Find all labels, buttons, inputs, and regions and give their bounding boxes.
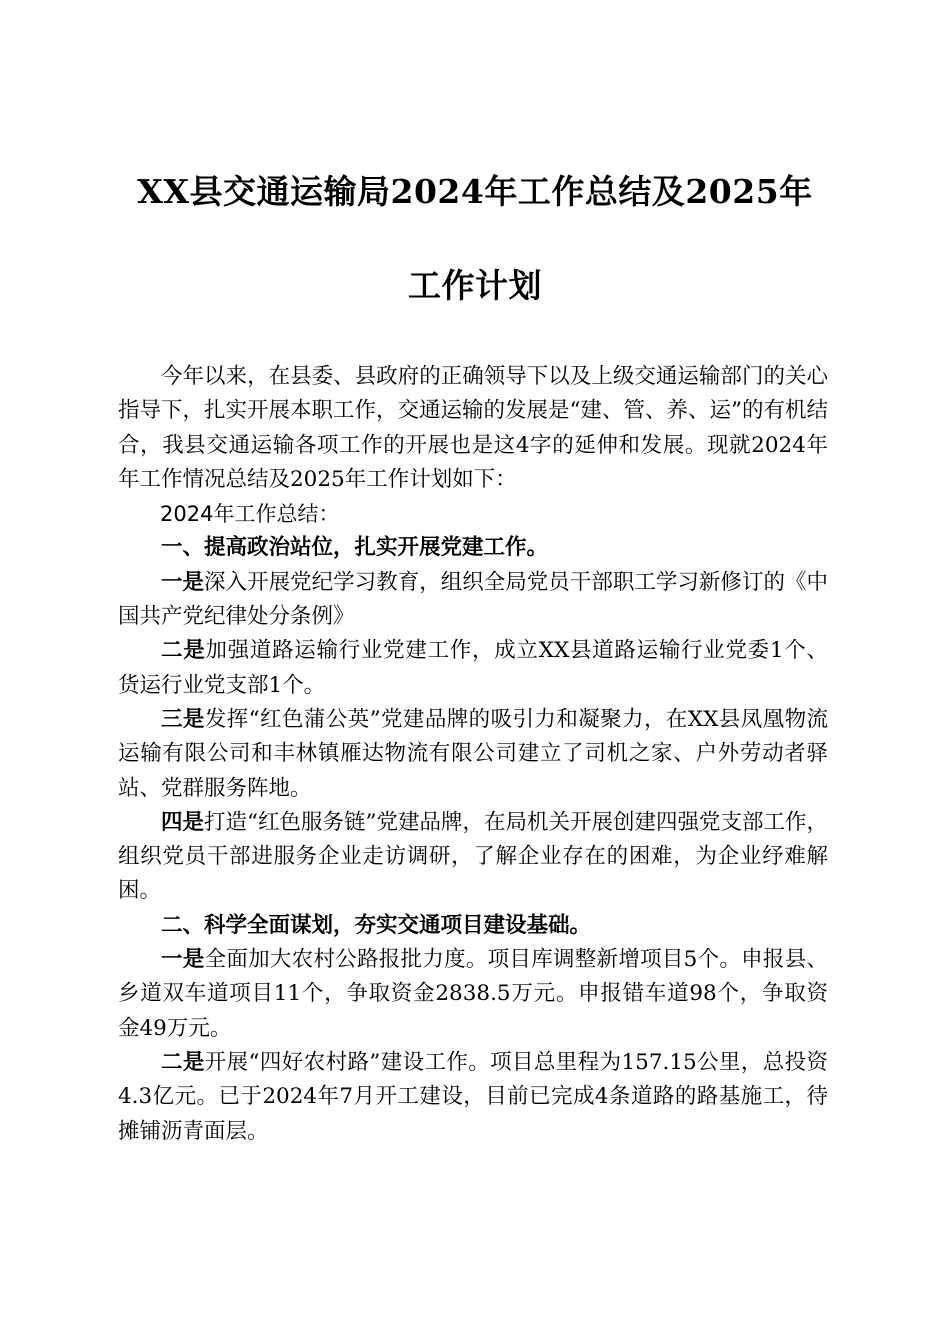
item-text: 打造“红色服务链”党建品牌，在局机关开展创建四强党支部工作，组织党员干部进服务企业走访调研，了解企业存在的困难，为企业纾难解困。 xyxy=(118,809,829,904)
document-title-line-2: 工作计划 xyxy=(408,266,542,305)
section-item xyxy=(118,634,828,703)
item-text: 深入开展党纪学习教育，组织全局党员干部职工学习新修订的《中国共产党纪律处分条例》 xyxy=(118,569,828,630)
item-text: 加强道路运输行业党建工作，成立XX县道路运输行业党委1个、货运行业党支部1个。 xyxy=(118,638,828,698)
document-body xyxy=(118,360,828,1149)
section-heading: 一、提高政治站位，扎实开展党建工作。 xyxy=(161,535,549,561)
section-heading: 二、科学全面谋划，夯实交通项目建设基础。 xyxy=(161,912,592,938)
item-lead: 三是 xyxy=(161,706,205,732)
item-lead: 二是 xyxy=(161,1049,205,1075)
summary-heading: 2024年工作总结： xyxy=(160,502,340,527)
item-lead: 四是 xyxy=(161,809,205,835)
section-item xyxy=(118,566,828,635)
document-title-line-1: XX县交通运输局2024年工作总结及2025年 xyxy=(137,172,813,211)
item-text: 全面加大农村公路报批力度。项目库调整新增项目5个。申报县、乡道双车道项目11个，争取资金2838.5万元。申报错车道98个，争取资金49万元。 xyxy=(118,947,828,1041)
section-item xyxy=(118,1046,828,1149)
item-text: 发挥“红色蒲公英”党建品牌的吸引力和凝聚力，在XX县凤凰物流运输有限公司和丰林镇雁达物流有限公司建立了司机之家、户外劳动者驿站、党群服务阵地。 xyxy=(118,706,828,801)
item-lead: 一是 xyxy=(161,569,205,595)
item-text: 开展“四好农村路”建设工作。项目总里程为157.15公里，总投资4.3亿元。已于2024年7月开工建设，目前已完成4条道路的路基施工，待摊铺沥青面层。 xyxy=(118,1049,828,1144)
item-lead: 一是 xyxy=(161,947,205,973)
section-item xyxy=(118,943,828,1046)
section-item xyxy=(118,703,828,806)
section-item xyxy=(118,806,828,909)
intro-paragraph: 今年以来，在县委、县政府的正确领导下以及上级交通运输部门的关心指导下，扎实开展本职工作，交通运输的发展是“建、管、养、运”的有机结合，我县交通运输各项工作的开展也是这4字的延伸和发展。现就2024年年工作情况总结及2025年工作计划如下： xyxy=(118,364,828,492)
item-lead: 二是 xyxy=(161,638,206,664)
